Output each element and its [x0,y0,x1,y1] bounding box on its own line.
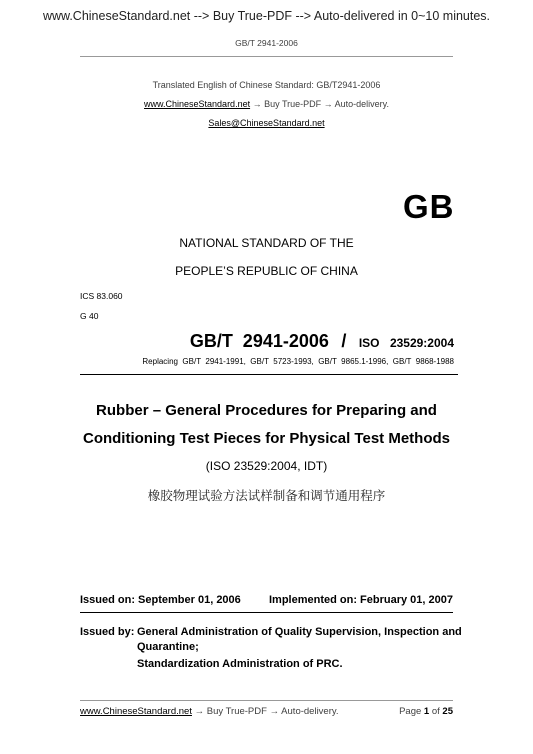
title-line2: Conditioning Test Pieces for Physical Test Methods [82,430,450,447]
iso-prefix: ISO [358,336,380,350]
footer-left [80,706,339,717]
page-of: of [431,706,440,717]
issued-by-line1: General Administration of Quality Supervision, Inspection and [137,626,462,638]
page-total: 25 [442,706,453,717]
issued-by-label: Issued by: [80,626,135,638]
standard-id-slash: / [341,331,347,351]
translation-site-link[interactable]: www.ChineseStandard.net [144,99,251,109]
issued-by-line3: Standardization Administration of PRC. [137,658,343,670]
g-code: G 40 [80,311,99,321]
page-indicator [399,706,453,717]
issued-on-date: Issued on: September 01, 2006 [80,594,241,606]
translation-note-rest: → Buy True-PDF → Auto-delivery. [252,99,389,109]
dates-divider [80,612,453,613]
replacing-note: Replacing GB/T 2941-1991, GB/T 5723-1993, GB/T 9865.1-1996, GB/T 9868-1988 [142,357,454,366]
title-line1: Rubber – General Procedures for Preparing and [96,402,437,419]
page-label: Page [399,706,422,717]
title-equivalence: (ISO 23529:2004, IDT) [205,459,328,473]
header-divider [80,56,453,57]
footer-rest: → Buy True-PDF → Auto-delivery. [194,706,339,717]
ics-code: ICS 83.060 [80,291,123,301]
footer-site-link[interactable]: www.ChineseStandard.net [80,706,192,717]
translation-note-line2 [0,99,533,109]
translation-note-line1: Translated English of Chinese Standard: GB/T2941-2006 [152,80,381,90]
header-doc-number: GB/T 2941-2006 [235,38,298,48]
national-standard-line2: PEOPLE’S REPUBLIC OF CHINA [175,264,358,278]
sales-email-link[interactable]: Sales@ChineseStandard.net [208,118,325,128]
standard-id-divider [80,374,458,375]
gb-logo: GB [403,188,455,225]
iso-standard-number: 23529:2004 [389,336,454,350]
header-promo: www.ChineseStandard.net --> Buy True-PDF --> Auto-delivered in 0~10 minutes. [42,9,491,23]
issued-by-line2: Quarantine; [137,641,199,653]
standard-id [190,331,454,352]
footer-divider [80,700,453,701]
implemented-on-date: Implemented on: February 01, 2007 [268,594,453,606]
gb-standard-number: GB/T 2941-2006 [189,331,329,351]
page-current: 1 [423,706,430,717]
title-chinese: 橡胶物理试验方法试样制备和调节通用程序 [147,489,386,503]
translation-note-email-row [0,118,533,128]
national-standard-line1: NATIONAL STANDARD OF THE [179,236,354,250]
